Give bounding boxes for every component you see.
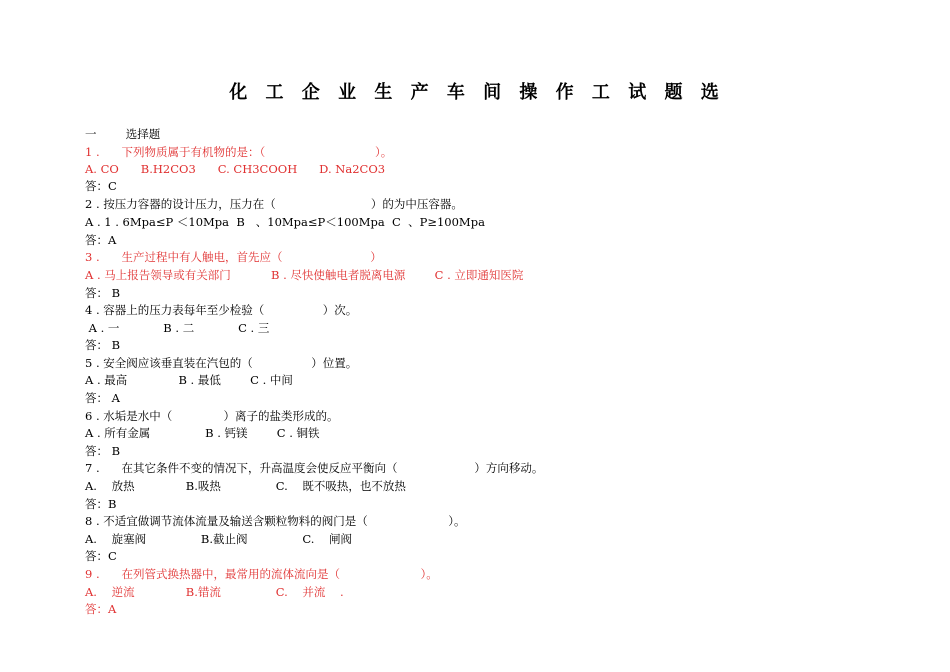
text-line: A . 马上报告领导或有关部门 B . 尽快使触电者脱离电源 C . 立即通知医院 bbox=[85, 268, 524, 282]
text-line: 答：B bbox=[85, 497, 117, 511]
text-line: A. CO B.H2CO3 C. CH3COOH D. Na2CO3 bbox=[85, 162, 386, 176]
text-line: 答： B bbox=[85, 286, 121, 300]
text-line: 答： B bbox=[85, 338, 121, 352]
text-line: A . 一 B . 二 C . 三 bbox=[85, 321, 270, 335]
text-line: 2 . 按压力容器的设计压力，压力在（ ）的为中压容器。 bbox=[85, 197, 463, 211]
text-line: 4 . 容器上的压力表每年至少检验（ ）次。 bbox=[85, 303, 358, 317]
page-title: 化 工 企 业 生 产 车 间 操 作 工 试 题 选 bbox=[229, 82, 725, 103]
text-line: A. 旋塞阀 B.截止阀 C. 闸阀 bbox=[85, 532, 353, 546]
text-line: A. 放热 B.吸热 C. 既不吸热，也不放热 bbox=[85, 479, 406, 493]
text-line: 8 . 不适宜做调节流体流量及输送含颗粒物料的阀门是（ ）。 bbox=[85, 514, 466, 528]
text-line: A. 逆流 B.错流 C. 并流 . bbox=[85, 585, 344, 599]
text-line: 答：A bbox=[85, 233, 117, 247]
text-line: 答： B bbox=[85, 444, 121, 458]
text-line: 7 . 在其它条件不变的情况下，升高温度会使反应平衡向（ ）方向移动。 bbox=[85, 461, 544, 475]
text-line: 答： A bbox=[85, 391, 120, 405]
text-line: 答：C bbox=[85, 179, 117, 193]
text-line: A . 所有金属 B . 钙镁 C . 铜铁 bbox=[85, 426, 320, 440]
text-line: 6 . 水垢是水中（ ）离子的盐类形成的。 bbox=[85, 409, 339, 423]
text-line: A . 1 . 6Mpa≤P ＜10Mpa B 、10Mpa≤P＜100Mpa C 、P≥100Mpa bbox=[85, 215, 485, 229]
text-line: 1 . 下列物质属于有机物的是：（ ）。 bbox=[85, 145, 393, 159]
text-line: A . 最高 B . 最低 C . 中间 bbox=[85, 373, 293, 387]
text-line: 答：A bbox=[85, 602, 117, 616]
text-line: 答：C bbox=[85, 549, 117, 563]
text-line: 5 . 安全阀应该垂直装在汽包的（ ）位置。 bbox=[85, 356, 358, 370]
text-line: 9 . 在列管式换热器中，最常用的流体流向是（ ）。 bbox=[85, 567, 438, 581]
text-line: 一 选择题 bbox=[85, 127, 161, 141]
text-line: 3 . 生产过程中有人触电，首先应（ ） bbox=[85, 250, 382, 264]
